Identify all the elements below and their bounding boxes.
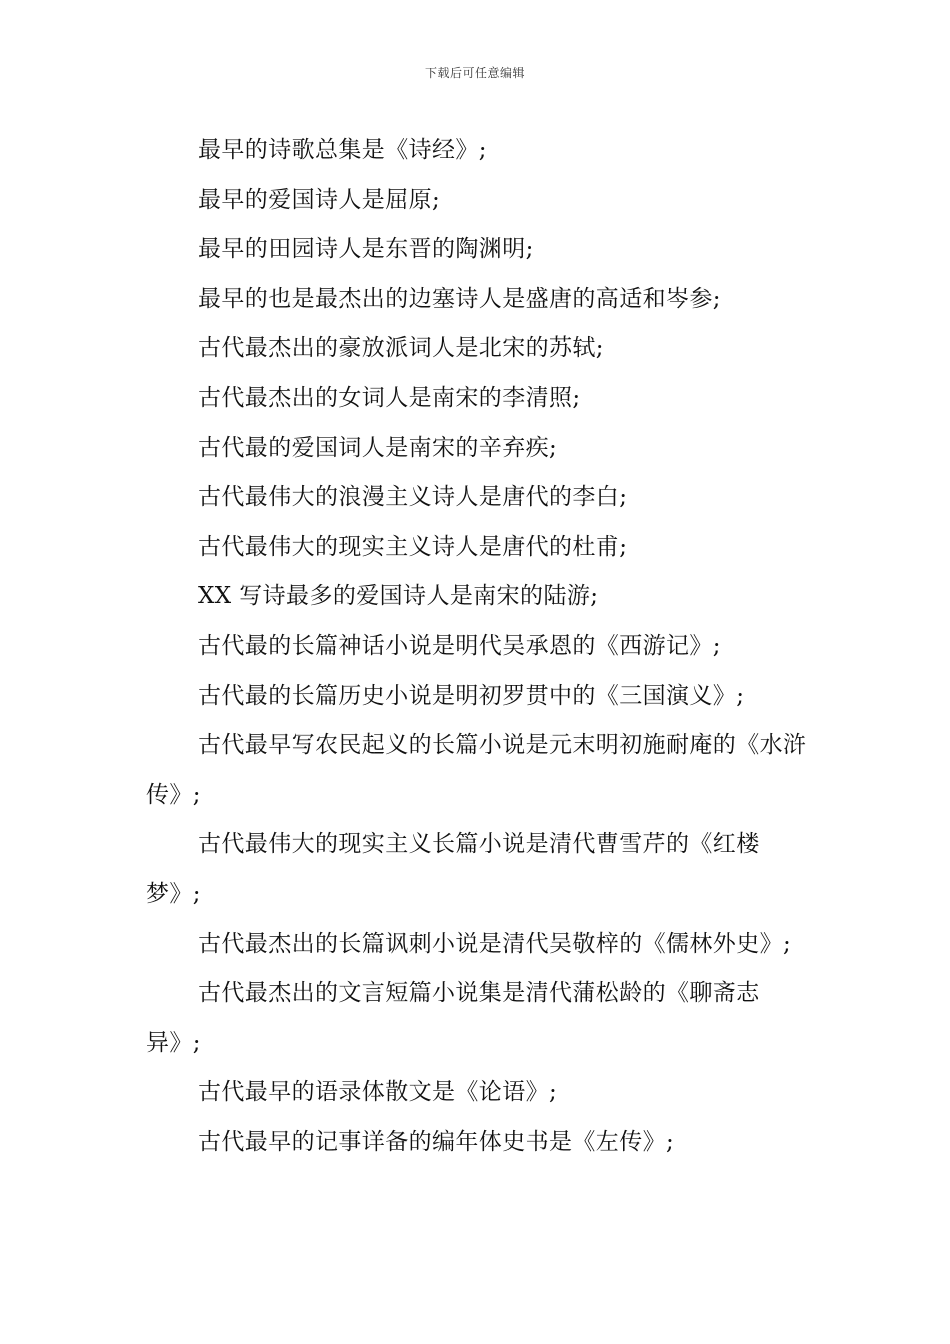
document-body <box>146 126 810 1167</box>
text-line: 古代最早的语录体散文是《论语》; <box>198 1079 558 1106</box>
text-line: 最早的诗歌总集是《诗经》; <box>198 137 487 163</box>
page-header: 下载后可任意编辑 <box>424 66 525 80</box>
text-line: 古代最伟大的现实主义长篇小说是清代曹雪芹的《红楼梦》; <box>146 831 760 907</box>
text-line: 古代最杰出的文言短篇小说集是清代蒲松龄的《聊斋志异》; <box>146 980 760 1056</box>
text-line: 古代最伟大的现实主义诗人是唐代的杜甫; <box>198 533 628 560</box>
text-line: 古代最的长篇历史小说是明初罗贯中的《三国演义》; <box>198 682 745 709</box>
text-line: 古代最伟大的浪漫主义诗人是唐代的李白; <box>198 484 628 511</box>
text-line: 最早的也是最杰出的边塞诗人是盛唐的高适和岑参; <box>198 285 721 312</box>
text-line: 古代最早写农民起义的长篇小说是元末明初施耐庵的《水浒传》; <box>146 732 807 808</box>
text-line: 最早的田园诗人是东晋的陶渊明; <box>198 236 534 263</box>
text-line: XX 写诗最多的爱国诗人是南宋的陆游; <box>198 583 599 610</box>
text-line: 古代最杰出的长篇讽刺小说是清代吴敬梓的《儒林外史》; <box>198 930 792 957</box>
text-line: 古代最早的记事详备的编年体史书是《左传》; <box>198 1128 675 1155</box>
text-line: 古代最的爱国词人是南宋的辛弃疾; <box>198 434 558 461</box>
text-line: 古代最的长篇神话小说是明代吴承恩的《西游记》; <box>198 632 721 659</box>
text-line: 古代最杰出的豪放派词人是北宋的苏轼; <box>198 335 604 362</box>
text-line: 古代最杰出的女词人是南宋的李清照; <box>198 384 581 411</box>
text-line: 最早的爱国诗人是屈原; <box>198 186 441 213</box>
